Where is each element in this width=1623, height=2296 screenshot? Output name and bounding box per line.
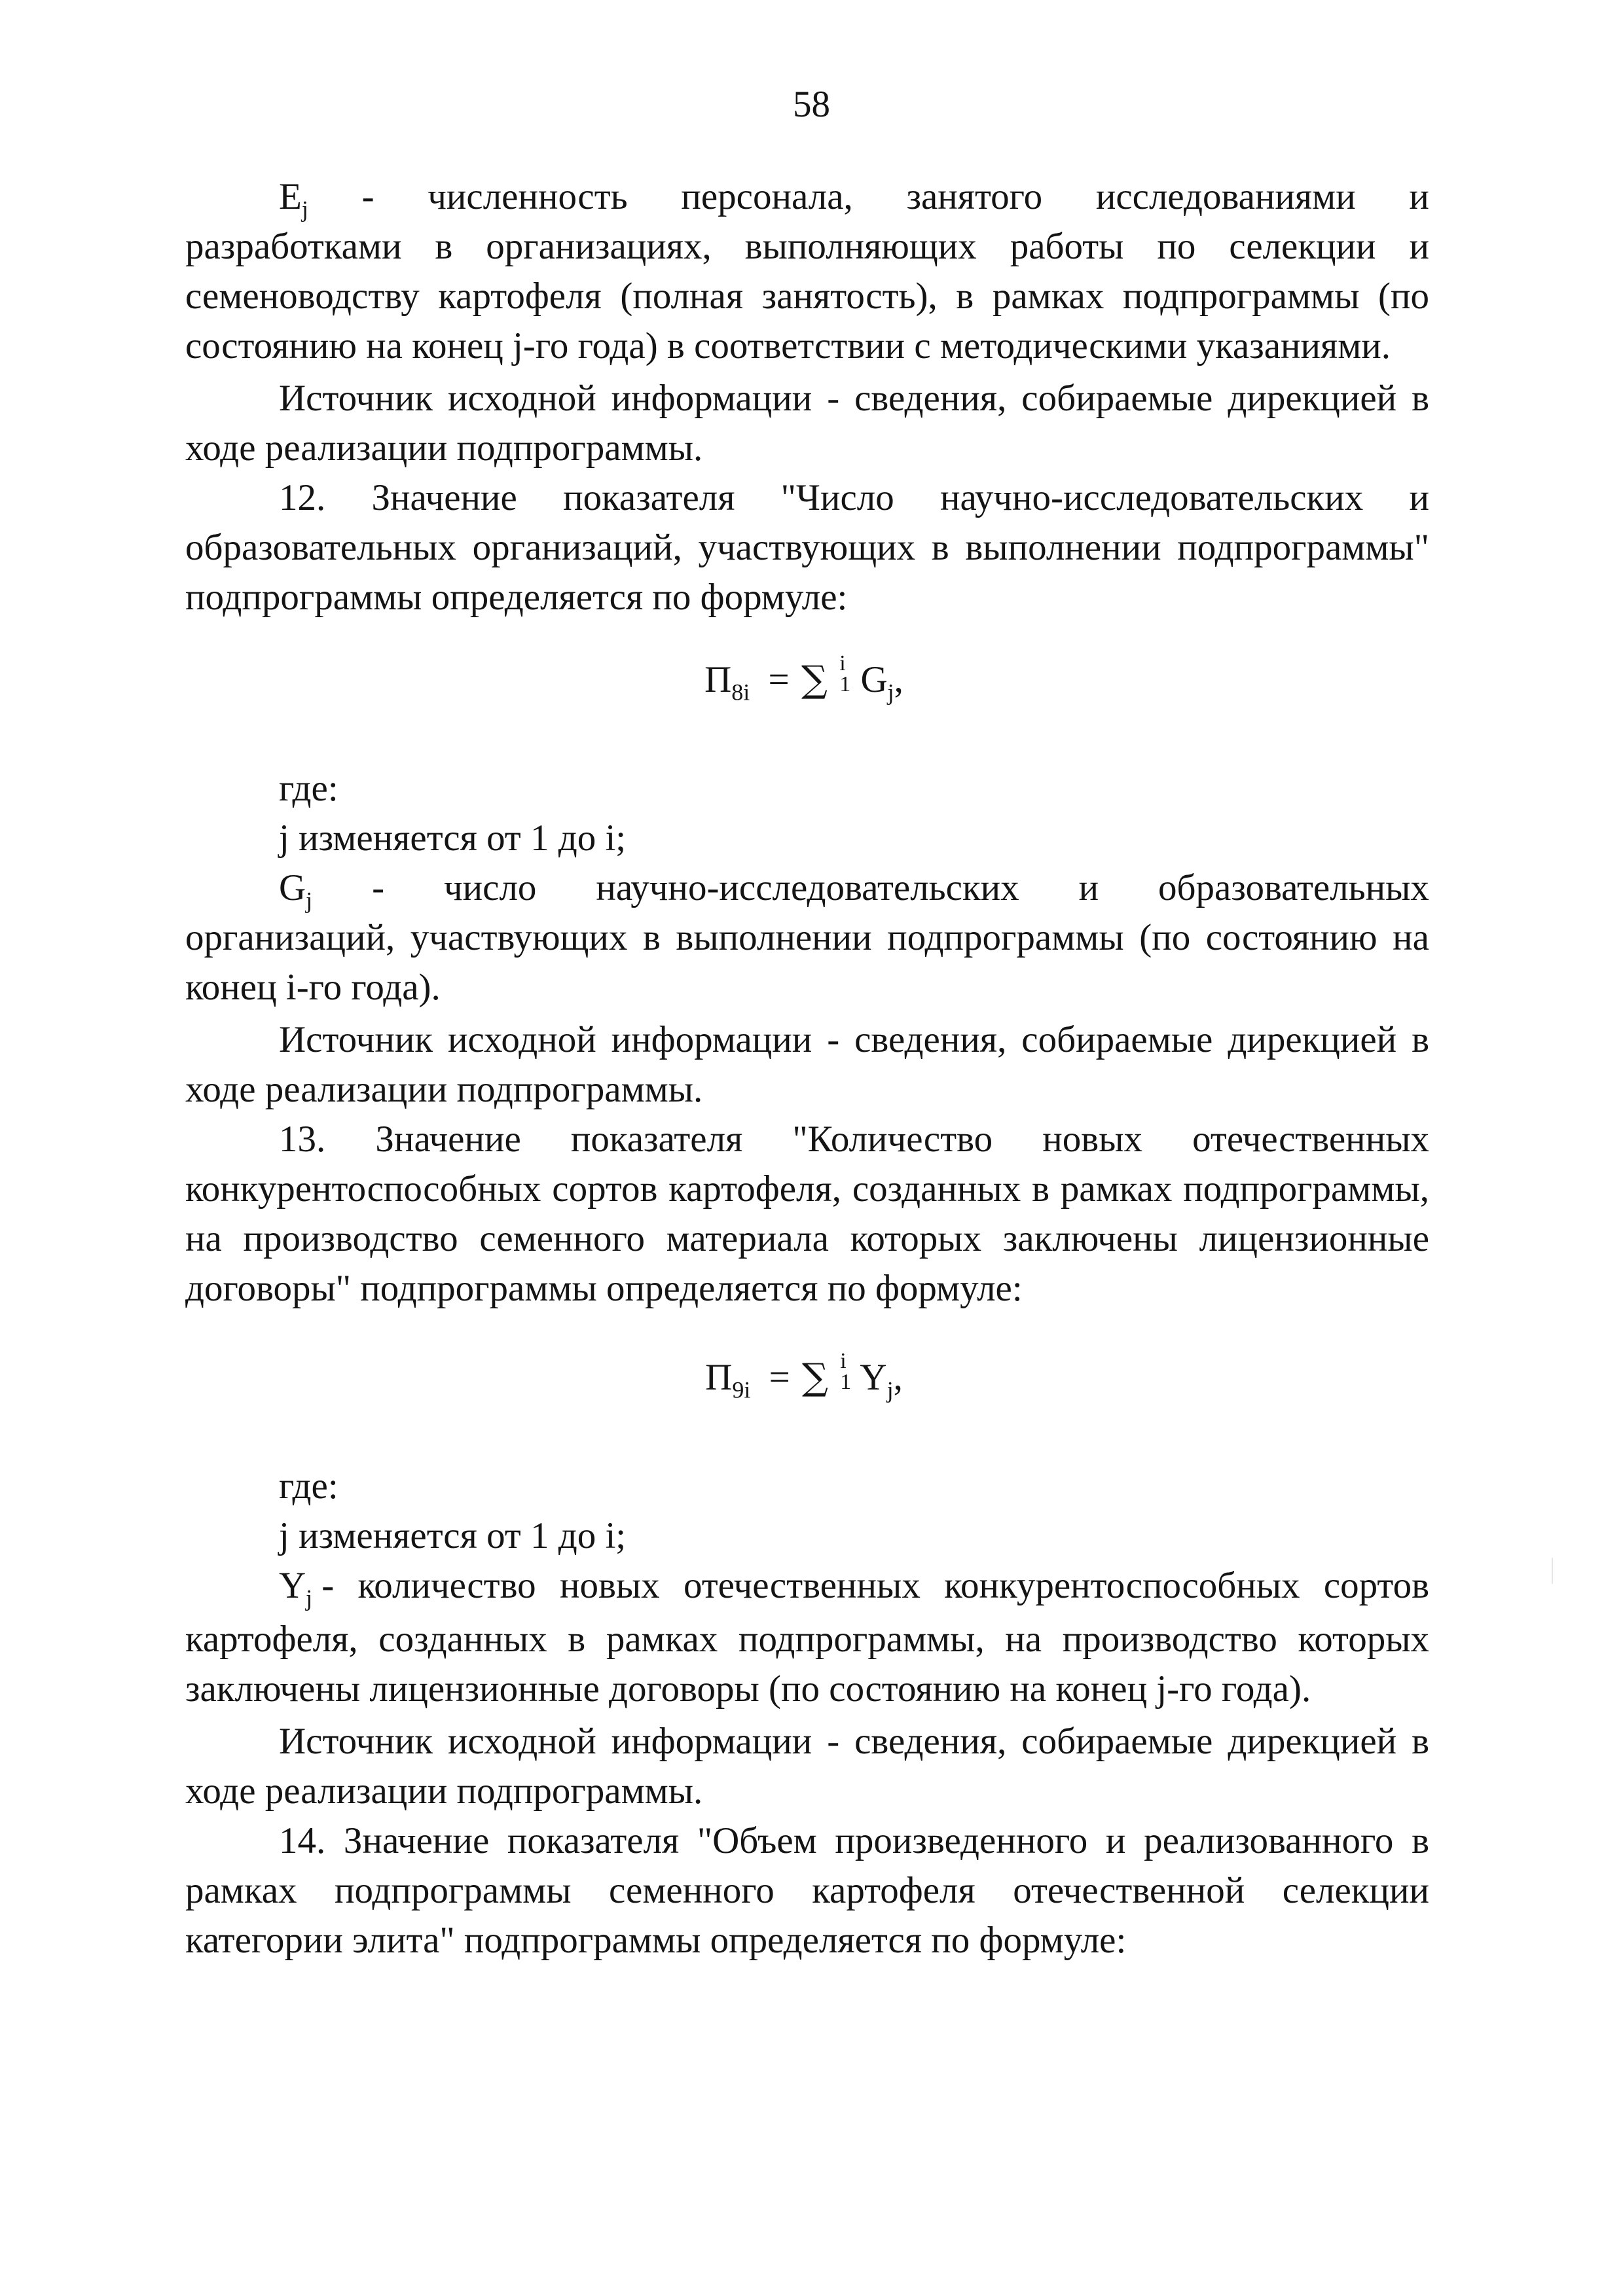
word: научно-исследовательских [596,867,1019,908]
sum-lower-limit: 1 [840,1370,852,1394]
where-label-1: где: [279,768,338,809]
j-range-2: j изменяется от 1 до i; [279,1515,627,1556]
where-label-2: где: [279,1465,338,1507]
item-13-paragraph: 13. Значение показателя "Количество новых отечественных конкурентоспособных сортов картофеля, созданных в рамках подпрограммы, на производство семенного материала которых заключены лицензионные договоры" подпрограммы определяется по формуле: [185,1119,1429,1309]
source-paragraph-3: Источник исходной информации - сведения, собираемые дирекцией в ходе реализации подпрограммы. [185,1721,1429,1812]
sum-upper-limit: i [840,1349,847,1373]
sum-lower-limit: 1 [839,672,851,696]
definition-y-j [185,1561,1429,1714]
item-14-paragraph: 14. Значение показателя "Объем произведенного и реализованного в рамках подпрограммы семенного картофеля отечественной селекции категории элита" подпрограммы определяется по формуле: [185,1820,1429,1961]
formula-lhs-subscript: 8i [731,679,750,706]
variable-y-j: $Y_j$ [279,1565,313,1611]
item-12-paragraph: 12. Значение показателя "Число научно-исследовательских и образовательных организаций, участвующих в выполнении подпрограммы" подпрограммы определяется по формуле: [185,477,1429,618]
formula-tail: , [893,1357,903,1398]
definition-y-j-first-line [185,1561,1429,1611]
word: и [1078,867,1099,908]
formula-term: G [860,659,888,700]
formula-term-subscript: j [886,1376,894,1403]
definition-g-j [185,863,1429,1013]
word: занятого [906,176,1043,217]
page-number: 58 [793,84,830,125]
formula-lhs: П [705,1357,733,1398]
formula-p8i [185,651,1429,706]
definition-y-j-first-text: - количество новых отечественных конкурентоспособных сортов [321,1565,1429,1606]
formula-p9i [185,1349,1429,1403]
j-range-1: j изменяется от 1 до i; [279,817,627,859]
definition-e-j-first-line [185,172,1429,222]
word: численность [428,176,628,217]
word: исследованиями [1095,176,1356,217]
word: число [444,867,537,908]
variable-e-j: $E_j$ [279,176,308,223]
source-paragraph-1: Источник исходной информации - сведения, собираемые дирекцией в ходе реализации подпрограммы. [185,378,1429,469]
scan-artifact [1552,1558,1553,1584]
variable-g-j: $G_j$ [279,867,313,914]
definition-e-j [185,172,1429,371]
dash: - [372,867,385,908]
word: и [1409,176,1429,217]
formula-equals: = [768,659,790,700]
formula-term-subscript: j [887,679,894,706]
sum-symbol: ∑ [802,1356,828,1399]
sum-upper-limit: i [839,651,846,675]
formula-lhs: П [704,659,732,700]
word: образовательных [1158,867,1429,908]
formula-lhs-subscript: 9i [732,1376,751,1403]
formula-tail: , [894,659,903,700]
definition-y-j-text: картофеля, созданных в рамках подпрограммы, на производство которых заключены лицензионные договоры (по состоянию на конец j-го года). [185,1619,1429,1710]
sum-limits [837,651,851,698]
definition-e-j-text: разработками в организациях, выполняющих работы по селекции и семеноводству картофеля (полная занятость), в рамках подпрограммы (по состоянию на конец j-го года) в соответствии с методическими указаниями. [185,226,1429,367]
source-paragraph-2: Источник исходной информации - сведения, собираемые дирекцией в ходе реализации подпрограммы. [185,1019,1429,1110]
definition-g-j-text: организаций, участвующих в выполнении подпрограммы (по состоянию на конец i-го года). [185,917,1429,1008]
dash: - [361,176,374,217]
sum-symbol: ∑ [801,658,828,701]
word: персонала, [681,176,853,217]
definition-g-j-first-line [185,863,1429,913]
formula-equals: = [769,1357,790,1398]
sum-limits [837,1349,852,1396]
formula-term: Y [860,1357,887,1398]
document-body [185,167,1429,1965]
